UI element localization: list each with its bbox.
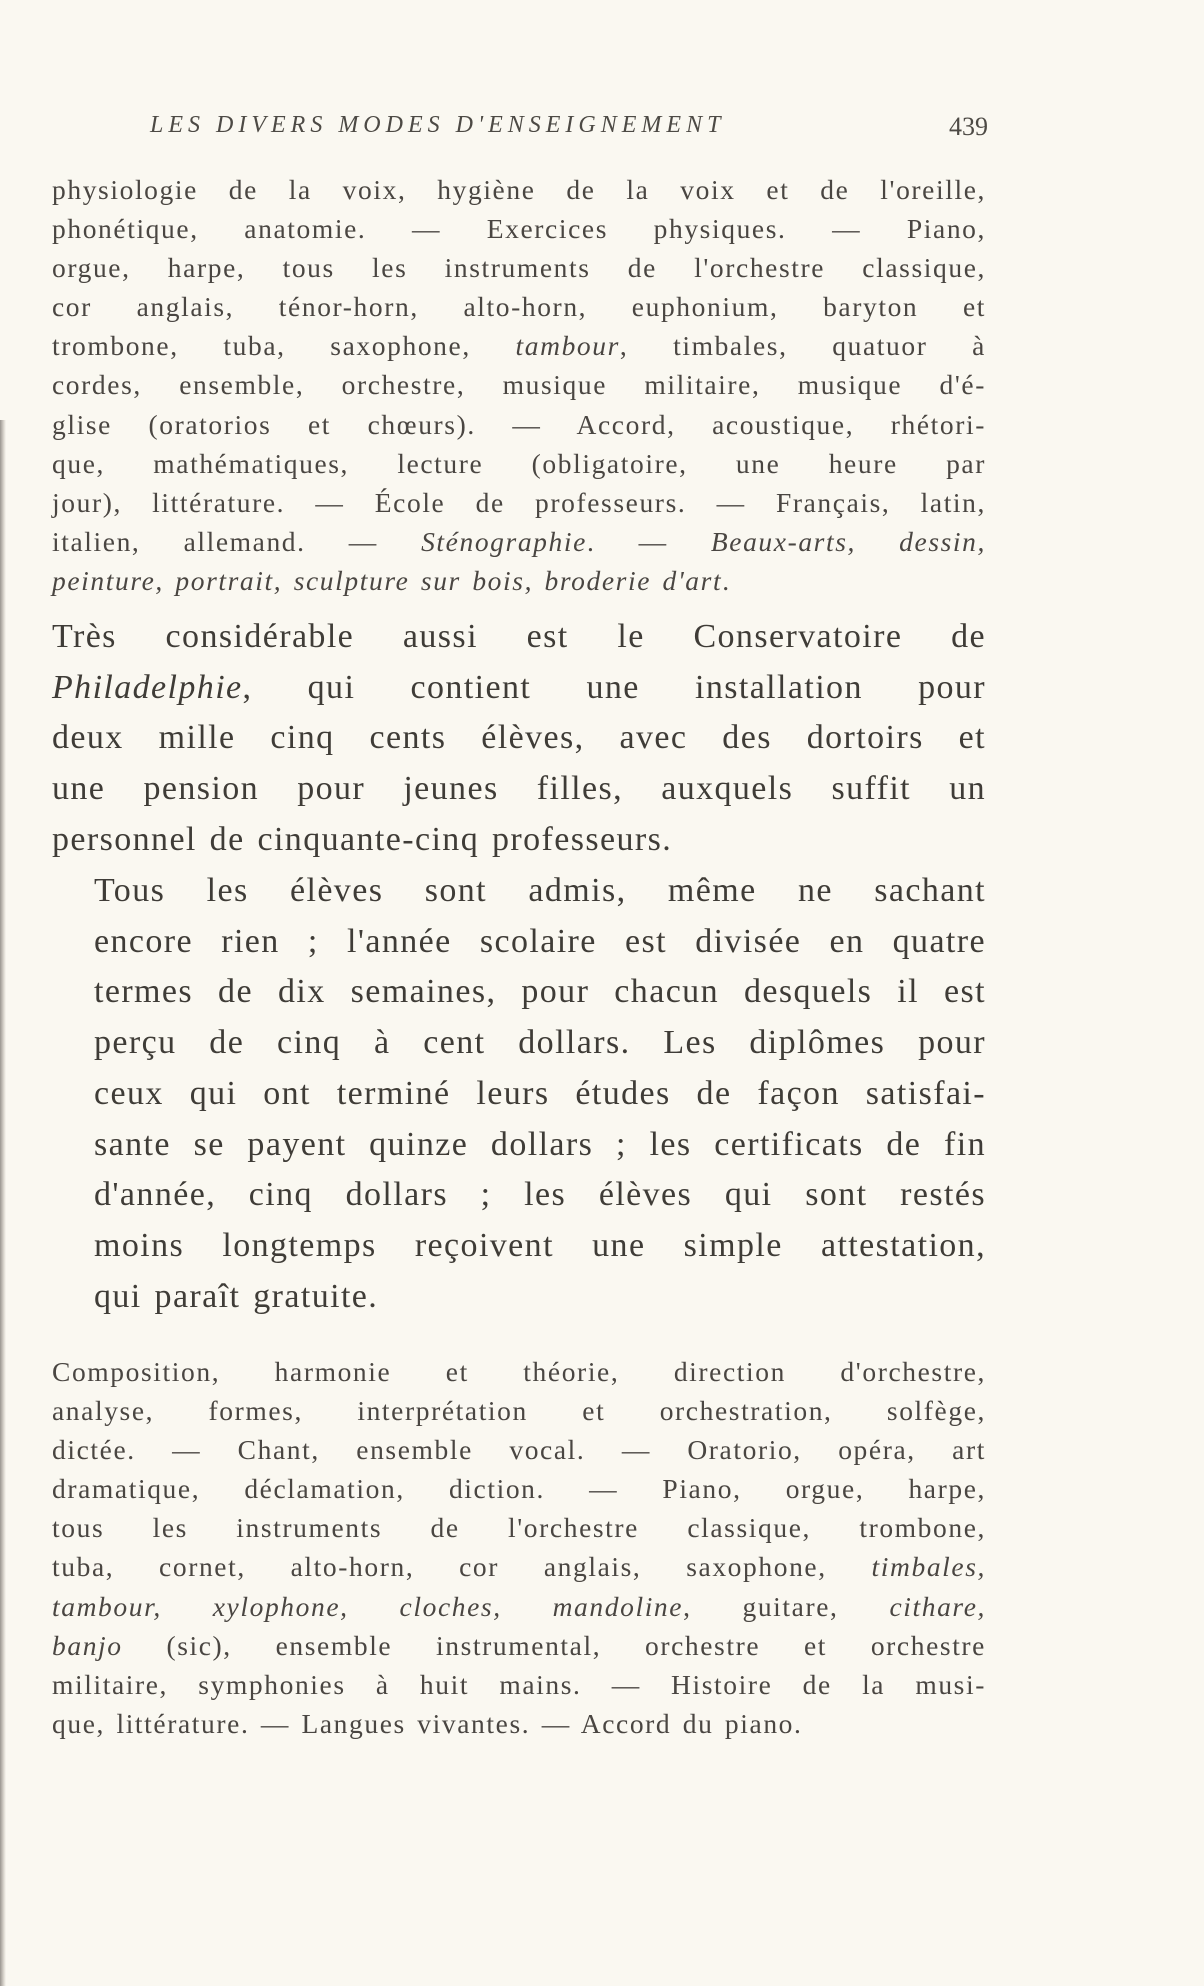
italic-text: Philadelphie bbox=[52, 668, 243, 706]
text-line bbox=[52, 663, 986, 714]
text-line bbox=[52, 365, 986, 404]
text-line bbox=[52, 866, 986, 917]
text-line bbox=[52, 1587, 986, 1626]
text-line bbox=[52, 1547, 986, 1586]
text-segment: phonétique, anatomie. — Exercices physiques. — Piano, bbox=[52, 213, 986, 245]
text-line bbox=[52, 1391, 986, 1430]
text-segment: tuba, cornet, alto-horn, cor anglais, saxophone, bbox=[52, 1551, 872, 1583]
italic-text: tambour bbox=[515, 330, 620, 362]
text-segment: dramatique, déclamation, diction. — Piano, orgue, harpe, bbox=[52, 1473, 986, 1505]
text-segment: dictée. — Chant, ensemble vocal. — Oratorio, opéra, art bbox=[52, 1434, 986, 1466]
text-segment: , timbales, quatuor à bbox=[619, 330, 986, 362]
text-line bbox=[52, 444, 986, 483]
text-segment: glise (oratorios et chœurs). — Accord, acoustique, rhétori- bbox=[52, 408, 986, 440]
text-line bbox=[52, 1508, 986, 1547]
text-segment: italien, allemand. — bbox=[52, 525, 422, 557]
text-line bbox=[52, 287, 986, 326]
text-line bbox=[52, 1704, 986, 1743]
text-segment: deux mille cinq cents élèves, avec des dortoirs et bbox=[52, 719, 986, 757]
text-segment: . bbox=[722, 564, 731, 596]
paragraph-philadelphia bbox=[52, 612, 986, 866]
text-segment: Très considérable aussi est le Conservatoire de bbox=[52, 618, 986, 655]
text-segment: qui paraît gratuite. bbox=[94, 1277, 379, 1315]
running-title: LES DIVERS MODES D'ENSEIGNEMENT bbox=[150, 112, 726, 138]
text-segment: (sic), ensemble instrumental, orchestre et orchestre bbox=[122, 1629, 986, 1661]
text-line bbox=[52, 1352, 986, 1391]
italic-text: banjo bbox=[52, 1629, 123, 1661]
text-segment: tous les instruments de l'orchestre classique, trombone, bbox=[52, 1512, 986, 1544]
text-segment: trombone, tuba, saxophone, bbox=[52, 330, 516, 362]
text-line bbox=[52, 1430, 986, 1469]
text-segment: une pension pour jeunes filles, auxquels suffit un bbox=[52, 770, 986, 808]
text-segment: Tous les élèves sont admis, même ne sachant bbox=[94, 872, 986, 909]
text-line bbox=[52, 1018, 986, 1069]
text-line bbox=[52, 1069, 986, 1120]
text-line bbox=[52, 326, 986, 365]
text-segment: physiologie de la voix, hygiène de la voix et de l'oreille, bbox=[52, 174, 986, 205]
text-segment: que, littérature. — Langues vivantes. — Accord du piano. bbox=[52, 1707, 803, 1739]
text-segment: sante se payent quinze dollars ; les certificats de fin bbox=[94, 1125, 986, 1163]
text-line bbox=[52, 1120, 986, 1171]
text-segment: ceux qui ont terminé leurs études de façon satisfai- bbox=[94, 1074, 986, 1112]
italic-text: timbales, bbox=[871, 1551, 986, 1583]
text-segment: jour), littérature. — École de professeurs. — Français, latin, bbox=[52, 486, 986, 518]
italic-text: cithare, bbox=[889, 1590, 986, 1622]
text-line bbox=[52, 209, 986, 248]
text-segment: , guitare, bbox=[683, 1590, 890, 1622]
text-line bbox=[52, 522, 986, 561]
text-segment: militaire, symphonies à huit mains. — Histoire de la musi- bbox=[52, 1668, 986, 1700]
page-binding-edge bbox=[0, 420, 6, 1986]
paragraph-curriculum-2 bbox=[52, 1352, 986, 1743]
text-segment: personnel de cinquante-cinq professeurs. bbox=[52, 820, 673, 858]
text-segment: termes de dix semaines, pour chacun desquels il est bbox=[94, 973, 986, 1011]
text-segment: Composition, harmonie et théorie, direction d'orchestre, bbox=[52, 1356, 986, 1387]
text-line bbox=[52, 561, 986, 600]
page-number: 439 bbox=[949, 112, 988, 141]
text-line bbox=[52, 917, 986, 968]
text-segment: moins longtemps reçoivent une simple attestation, bbox=[94, 1226, 986, 1264]
text-line bbox=[52, 1469, 986, 1508]
italic-text: Beaux-arts, dessin, bbox=[710, 525, 986, 557]
text-line bbox=[52, 612, 986, 663]
text-line bbox=[52, 967, 986, 1018]
text-line bbox=[52, 170, 986, 209]
text-line bbox=[52, 1272, 986, 1323]
italic-text: Sténographie bbox=[421, 525, 587, 557]
running-head bbox=[150, 112, 988, 146]
text-line bbox=[52, 1626, 986, 1665]
text-segment: perçu de cinq à cent dollars. Les diplômes pour bbox=[94, 1024, 986, 1062]
text-line bbox=[52, 483, 986, 522]
text-segment: cordes, ensemble, orchestre, musique militaire, musique d'é- bbox=[52, 369, 986, 401]
text-line bbox=[52, 1221, 986, 1272]
text-segment: analyse, formes, interprétation et orchestration, solfège, bbox=[52, 1395, 986, 1427]
italic-text: peinture, portrait, sculpture sur bois, broderie d'art bbox=[52, 564, 723, 596]
text-segment: encore rien ; l'année scolaire est divisée en quatre bbox=[94, 922, 986, 960]
text-line bbox=[52, 815, 986, 866]
italic-text: tambour, xylophone, cloches, mandoline bbox=[52, 1590, 684, 1622]
text-segment: orgue, harpe, tous les instruments de l'orchestre classique, bbox=[52, 252, 986, 284]
text-line bbox=[52, 248, 986, 287]
text-segment: . — bbox=[586, 525, 711, 557]
text-segment: , qui contient une installation pour bbox=[242, 668, 986, 706]
text-line bbox=[52, 713, 986, 764]
text-segment: que, mathématiques, lecture (obligatoire, une heure par bbox=[52, 447, 986, 479]
text-segment: cor anglais, ténor-horn, alto-horn, euphonium, baryton et bbox=[52, 291, 986, 323]
paragraph-curriculum-1 bbox=[52, 170, 986, 600]
text-line bbox=[52, 764, 986, 815]
text-segment: d'année, cinq dollars ; les élèves qui sont restés bbox=[94, 1176, 986, 1214]
text-line bbox=[52, 405, 986, 444]
paragraph-admission bbox=[52, 866, 986, 1322]
text-line bbox=[52, 1170, 986, 1221]
text-line bbox=[52, 1665, 986, 1704]
